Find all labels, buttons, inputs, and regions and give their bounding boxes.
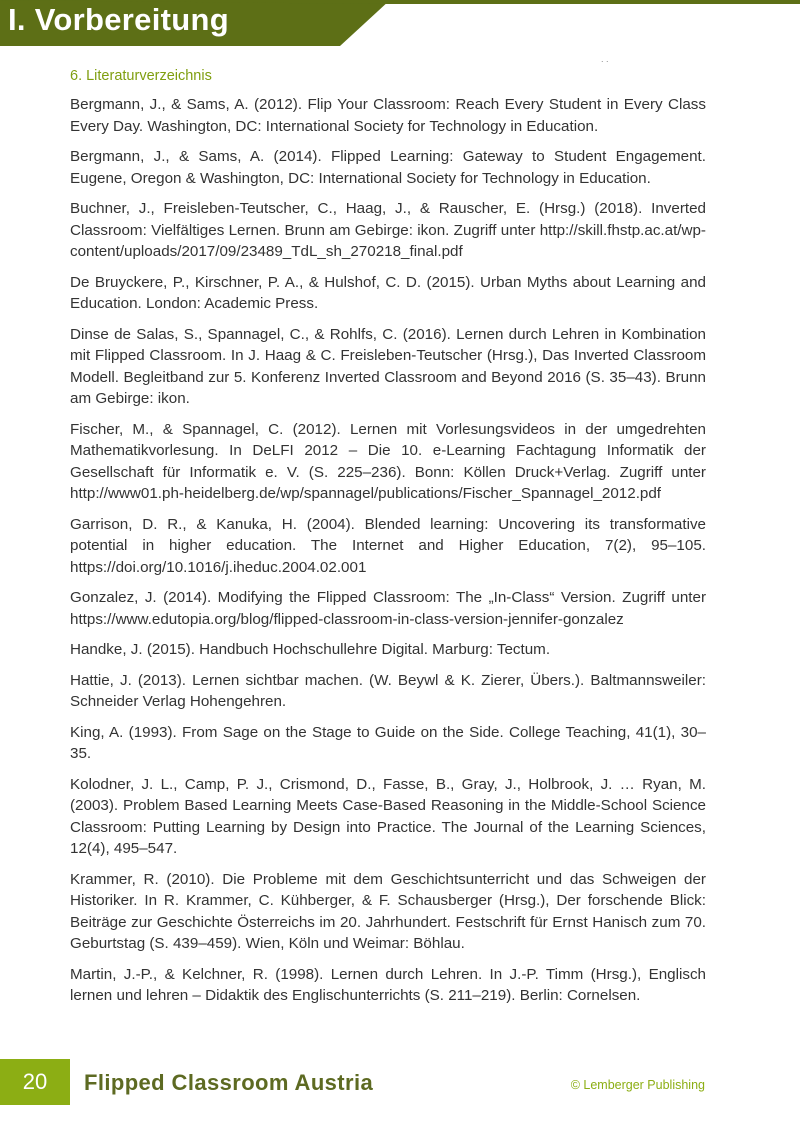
page-footer: [0, 1059, 800, 1105]
brand-logo-text: Flipped Classroom Austria: [84, 1070, 374, 1095]
chapter-header-band: [0, 0, 800, 46]
chapter-title: I. Vorbereitung: [8, 2, 229, 37]
reference-item: Handke, J. (2015). Handbuch Hochschullehre Digital. Marburg: Tectum.: [70, 641, 551, 658]
reference-item: Krammer, R. (2010). Die Probleme mit dem Geschichtsunterricht und das Schweigen der Historiker. In R. Krammer, C. Kühberger, & F. Schausberger (Hrsg.), Der forschende Blick: Beiträge zur Geschichte Österreichs im 20. Jahrhundert. Festschrift für Ernst Hanisch zum 70. Geburtstag (S. 439–459). Wien, Köln und Weimar: Böhlau.: [70, 870, 706, 952]
reference-item: De Bruyckere, P., Kirschner, P. A., & Hulshof, C. D. (2015). Urban Myths about Learning and Education. London: Academic Press.: [70, 273, 706, 312]
reference-item: Kolodner, J. L., Camp, P. J., Crismond, D., Fasse, B., Gray, J., Holbrook, J. … Ryan, M. (2003). Problem Based Learning Meets Case-Based Reasoning in the Middle-School Science Classroom: Putting Learning by Design into Practice. The Journal of the Learning Sciences, 12(4), 495–547.: [70, 775, 706, 857]
reference-item: King, A. (1993). From Sage on the Stage to Guide on the Side. College Teaching, 41(1), 30–35.: [70, 723, 706, 762]
page-number: 20: [0, 1059, 70, 1105]
reference-item: Martin, J.-P., & Kelchner, R. (1998). Lernen durch Lehren. In J.-P. Timm (Hrsg.), Englisch lernen und lehren – Didaktik des Englischunterrichts (S. 211–219). Berlin: Cornelsen.: [70, 965, 706, 1004]
reference-item: Garrison, D. R., & Kanuka, H. (2004). Blended learning: Uncovering its transformative potential in higher education. The Internet and Higher Education, 7(2), 95–105. https://doi.org/10.1016/j.iheduc.2004.02.001: [70, 515, 706, 576]
reference-item: Hattie, J. (2013). Lernen sichtbar machen. (W. Beywl & K. Zierer, Übers.). Baltmannsweiler: Schneider Verlag Hohengehren.: [70, 671, 706, 710]
reference-item: Gonzalez, J. (2014). Modifying the Flipped Classroom: The „In-Class“ Version. Zugriff unter https://www.edutopia.org/blog/flipped-classroom-in-class-version-jennifer-gonzalez: [70, 589, 706, 628]
reference-item: Fischer, M., & Spannagel, C. (2012). Lernen mit Vorlesungsvideos in der umgedrehten Mathematikvorlesung. In DeLFI 2012 – Die 10. e-Learning Fachtagung Informatik der Gesellschaft für Informatik e. V. (S. 225–236). Bonn: Köllen Druck+Verlag. Zugriff unter http://www01.ph-heidelberg.de/wp/spannagel/publications/Fischer_Spannagel_2012.pdf: [70, 420, 706, 502]
page-dots: . .: [601, 54, 609, 64]
reference-item: Bergmann, J., & Sams, A. (2014). Flipped Learning: Gateway to Student Engagement. Eugene, Oregon & Washington, DC: International Society for Technology in Education.: [70, 148, 706, 187]
section-heading: 6. Literaturverzeichnis: [70, 68, 212, 84]
reference-item: Buchner, J., Freisleben-Teutscher, C., Haag, J., & Rauscher, E. (Hrsg.) (2018). Inverted Classroom: Vielfältiges Lernen. Brunn am Gebirge: ikon. Zugriff unter http://skill.fhstp.ac.at/wp-content/uploads/2017/09/23489_TdL_sh_270218_final.pdf: [70, 200, 706, 260]
publisher-credit: © Lemberger Publishing: [570, 1078, 705, 1092]
page-content: [70, 68, 706, 1016]
reference-item: Dinse de Salas, S., Spannagel, C., & Rohlfs, C. (2016). Lernen durch Lehren in Kombination mit Flipped Classroom. In J. Haag & C. Freisleben-Teutscher (Hrsg.), Das Inverted Classroom Modell. Begleitband zur 5. Konferenz Inverted Classroom and Beyond 2016 (S. 35–43). Brunn am Gebirge: ikon.: [70, 325, 706, 407]
reference-item: Bergmann, J., & Sams, A. (2012). Flip Your Classroom: Reach Every Student in Every Class Every Day. Washington, DC: International Society for Technology in Education.: [70, 96, 706, 135]
